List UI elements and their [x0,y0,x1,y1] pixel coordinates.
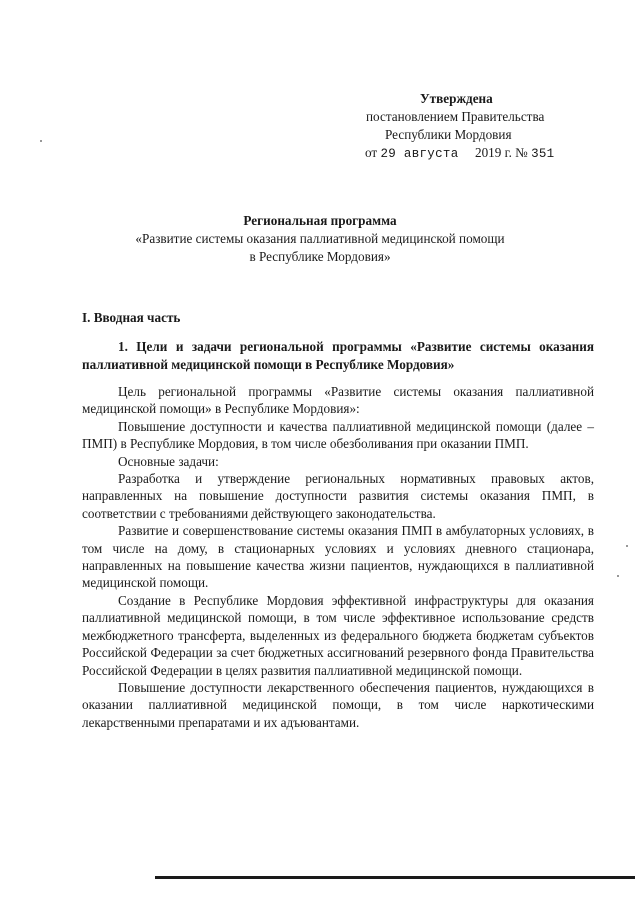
paragraph-task-4: Повышение доступности лекарственного обеспечения пациентов, нуждающихся в оказании паллиативной медицинской помощи, в том числе наркотическими лекарственными препаратами и их адъювантами. [82,679,594,730]
approval-date-handwritten: 29 августа [380,147,459,161]
approval-year: 2019 г. № [474,145,528,160]
scan-speck [40,140,42,142]
approval-date-prefix: от [365,145,378,160]
approval-date-line [360,144,610,163]
bottom-scan-edge [155,876,635,879]
paragraph-task-2: Развитие и совершенствование системы оказания ПМП в амбулаторных условиях, в том числе на дому, в стационарных условиях и условиях дневного стационара, направленных на повышение качества жизни пациентов, нуждающихся в паллиативной медицинской помощи. [82,523,594,591]
paragraph-task-3: Создание в Республике Мордовия эффективной инфраструктуры для оказания паллиативной медицинской помощи, в том числе эффективное использование средств межбюджетного трансферта, выделенных из федерального бюджета бюджетам субъектов Российской Федерации за счет бюджетных ассигнований резервного фонда Правительства Российской Федерации в целях развития паллиативной медицинской помощи. [82,592,594,678]
scan-speck [617,575,619,577]
program-title-block [80,212,560,266]
approval-block [360,90,610,163]
approval-line-1: постановлением Правительства [366,109,545,124]
section-heading: I. Вводная часть [82,310,181,325]
approval-line-2: Республики Мордовия [385,127,512,142]
scan-speck [626,545,628,547]
approval-number: 351 [531,147,555,161]
section-subheading: 1. Цели и задачи региональной программы «Развитие системы оказания паллиативной медицинской помощи в Республике Мордовия» [82,339,594,372]
paragraph-goal-detail: Повышение доступности и качества паллиативной медицинской помощи (далее – ПМП) в Республике Мордовия, в том числе обезболивания при оказании ПМП. [82,418,594,452]
paragraph-task-1: Разработка и утверждение региональных нормативных правовых актов, направленных на повышение доступности развития системы оказания ПМП, в соответствии с требованиями действующего законодательства. [82,471,594,521]
paragraph-tasks-heading: Основные задачи: [118,453,219,469]
program-subtitle-line-1: «Развитие системы оказания паллиативной медицинской помощи [135,231,505,246]
document-body [82,383,594,731]
approval-title: Утверждена [420,91,493,106]
paragraph-goal: Цель региональной программы «Развитие системы оказания паллиативной медицинской помощи» в Республике Мордовия»: [82,384,594,417]
program-title: Региональная программа [243,213,397,228]
program-subtitle-line-2: в Республике Мордовия» [249,249,391,264]
